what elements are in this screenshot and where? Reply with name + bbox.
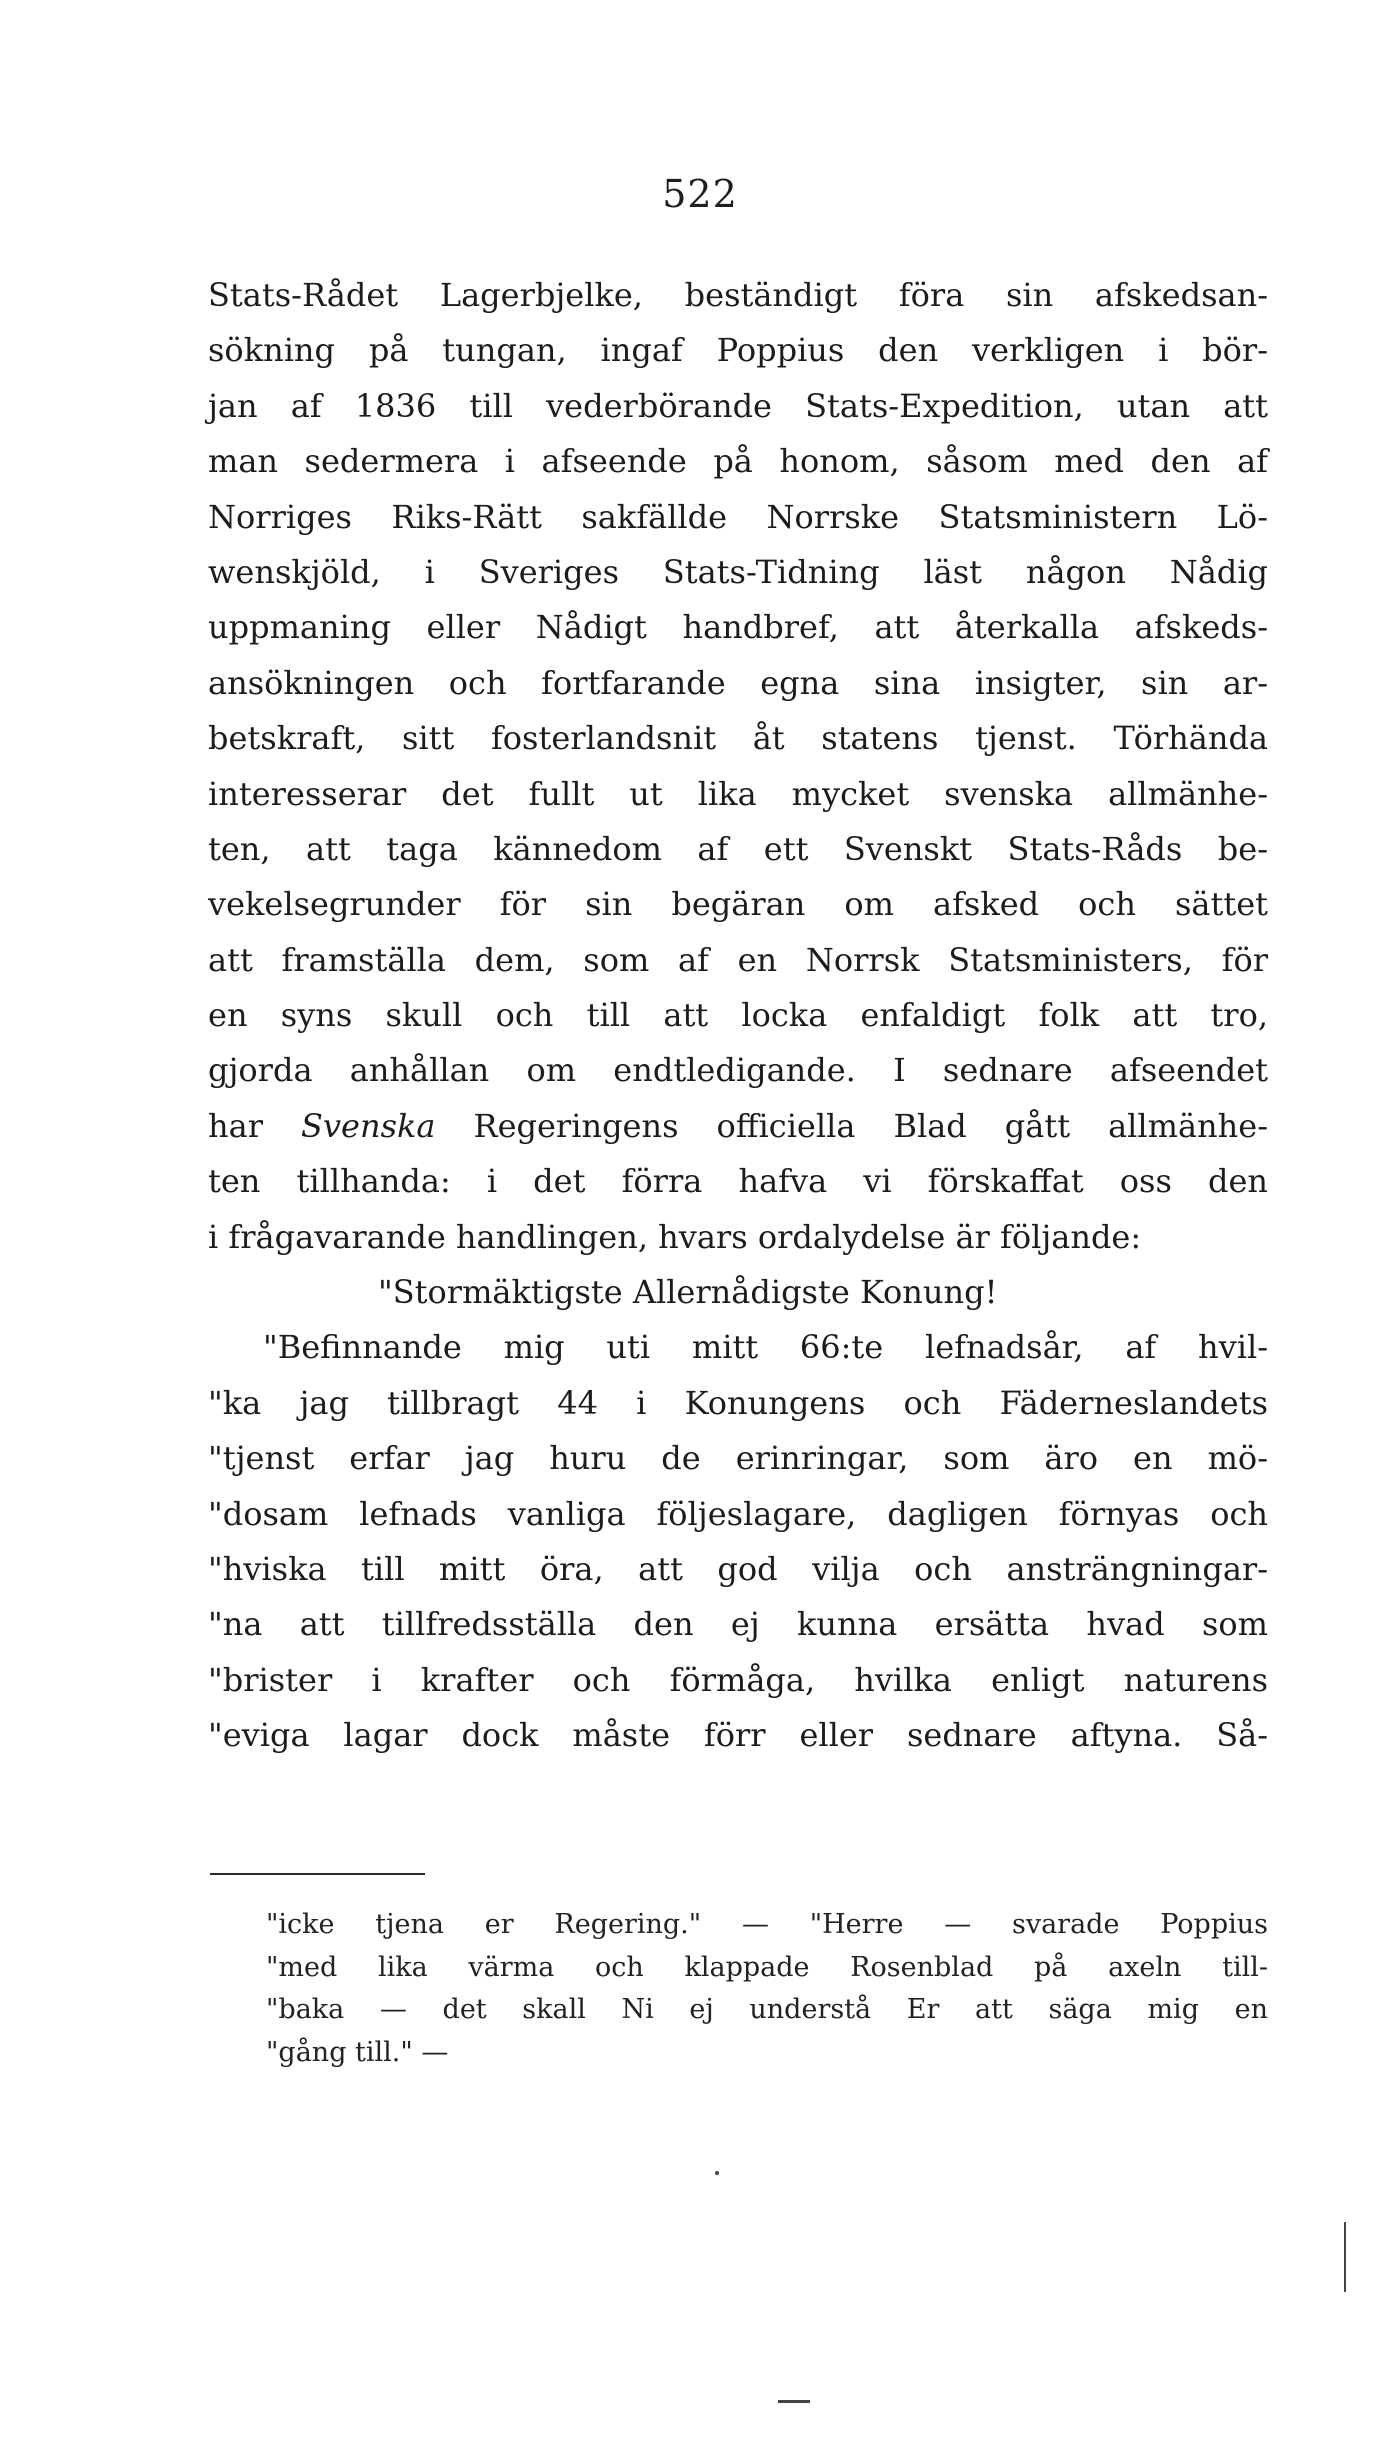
body-line: att framställa dem, som af en Norrsk Statsministers, för	[208, 940, 1268, 979]
letter-line: "hviska till mitt öra, att god vilja och ansträngningar-	[208, 1549, 1268, 1588]
letter-line: "eviga lagar dock måste förr eller sednare aftyna. Så-	[208, 1716, 1268, 1755]
footnote-line: "baka — det skall Ni ej understå Er att säga mig en	[266, 1994, 1268, 2026]
body-line: uppmaning eller Nådigt handbref, att återkalla afskeds-	[208, 608, 1268, 647]
body-line: Norriges Riks-Rätt sakfällde Norrske Statsministern Lö-	[208, 497, 1268, 536]
italic-line-before: har	[208, 1106, 302, 1145]
scan-mark	[1344, 2222, 1346, 2292]
letter-salutation: "Stormäktigste Allernådigste Konung!	[378, 1273, 998, 1312]
body-line: vekelsegrunder för sin begäran om afsked och sättet	[208, 885, 1268, 924]
letter-line: "ka jag tillbragt 44 i Konungens och Fäderneslandets	[208, 1383, 1268, 1422]
letter-line: "tjenst erfar jag huru de erinringar, som äro en mö-	[208, 1439, 1268, 1478]
italic-newspaper-name: Svenska	[301, 1106, 436, 1145]
letter-line: "brister i krafter och förmåga, hvilka enligt naturens	[208, 1660, 1268, 1699]
body-line: sökning på tungan, ingaf Poppius den verkligen i bör-	[208, 331, 1268, 370]
body-line-italic	[208, 1099, 1268, 1154]
scan-mark	[715, 2171, 719, 2175]
scan-mark	[778, 2400, 810, 2403]
body-line: Stats-Rådet Lagerbjelke, beständigt föra sin afskedsan-	[208, 276, 1268, 314]
body-line: i frågavarande handlingen, hvars ordalydelse är följande:	[208, 1217, 1142, 1256]
letter-line: "dosam lefnads vanliga följeslagare, dagligen förnyas och	[208, 1494, 1268, 1533]
body-line: ten, att taga kännedom af ett Svenskt Stats-Råds be-	[208, 829, 1268, 868]
letter-line: "na att tillfredsställa den ej kunna ersätta hvad som	[208, 1605, 1268, 1644]
body-line: betskraft, sitt fosterlandsnit åt statens tjenst. Törhända	[208, 719, 1268, 758]
italic-line-after: Regeringens officiella Blad gått allmänhe-	[435, 1106, 1269, 1145]
footnote-rule	[210, 1873, 425, 1875]
body-line: ansökningen och fortfarande egna sina insigter, sin ar-	[208, 663, 1268, 702]
footnote-line: "icke tjena er Regering." — "Herre — svarade Poppius	[266, 1909, 1268, 1940]
body-line: ten tillhanda: i det förra hafva vi förskaffat oss den	[208, 1162, 1268, 1201]
body-line: wenskjöld, i Sveriges Stats-Tidning läst någon Nådig	[208, 552, 1268, 591]
footnote	[266, 1904, 1268, 2075]
letter-line: "Befinnande mig uti mitt 66:te lefnadsår, af hvil-	[263, 1328, 1268, 1367]
footnote-line: "gång till." —	[266, 2037, 449, 2069]
body-line: gjorda anhållan om endtledigande. I sednare afseendet	[208, 1051, 1268, 1090]
body-text	[208, 268, 1268, 1764]
body-line: en syns skull och till att locka enfaldigt folk att tro,	[208, 996, 1268, 1035]
body-line: interesserar det fullt ut lika mycket svenska allmänhe-	[208, 774, 1268, 813]
body-line: jan af 1836 till vederbörande Stats-Expedition, utan att	[208, 386, 1268, 425]
body-line: man sedermera i afseende på honom, såsom med den af	[208, 442, 1268, 481]
page-number: 522	[662, 172, 738, 216]
footnote-line: "med lika värma och klappade Rosenblad på axeln till-	[266, 1951, 1268, 1983]
